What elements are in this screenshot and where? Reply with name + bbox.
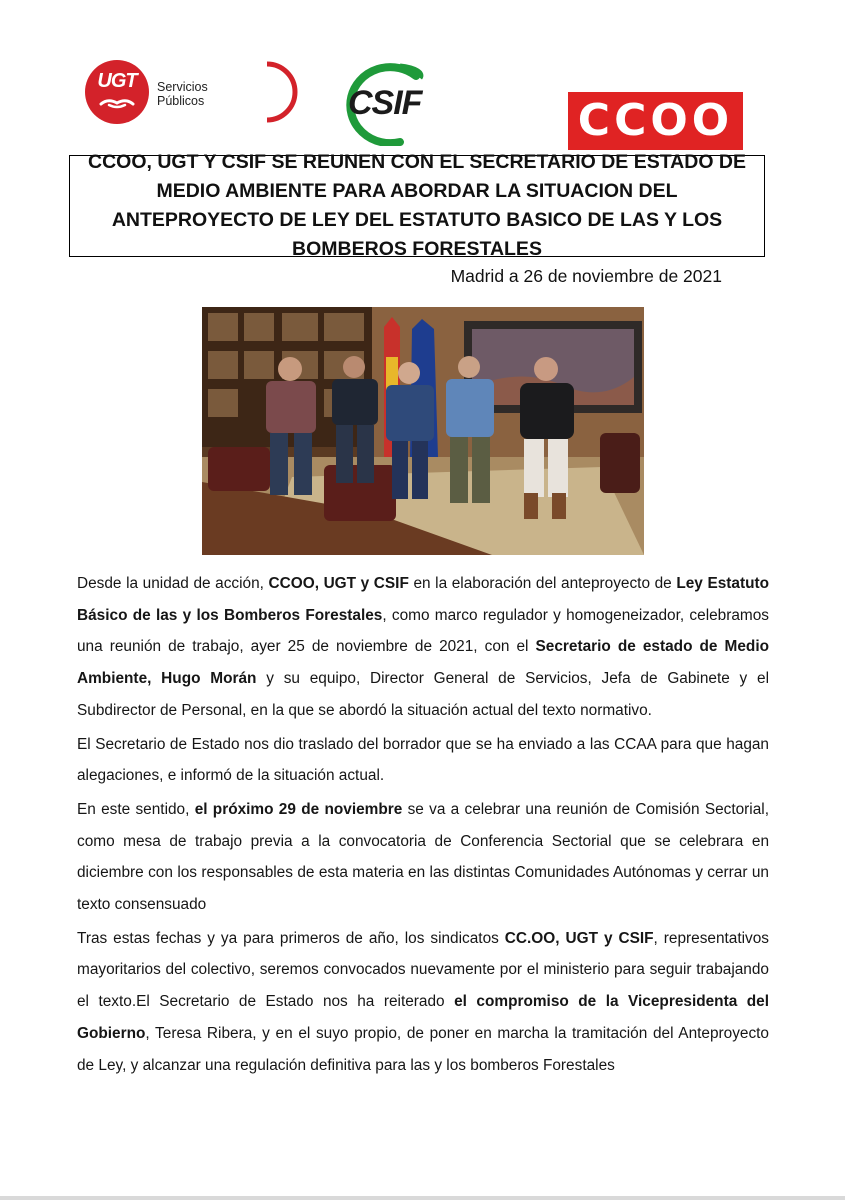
p4-text-c: , representativos mayoritarios del colectivo, seremos convocados nuevamente por el ministerio para seguir trabajando el texto.El Secretario de Estado nos ha reiterado	[77, 929, 769, 1011]
ugt-logo-arc	[263, 60, 309, 124]
csif-logo	[330, 62, 430, 146]
p4-text-e: , Teresa Ribera, y en el suyo propio, de poner en marcha la tramitación del Anteproyecto de Ley, y alcanzar una regulación definitiva para las y los bomberos Forestales	[77, 1024, 769, 1074]
p3-text-a: En este sentido,	[77, 800, 195, 818]
p1-bold-unions: CCOO, UGT y CSIF	[268, 575, 409, 592]
page-bottom-edge	[0, 1196, 845, 1200]
p3-bold-date: el próximo 29 de noviembre	[194, 800, 403, 818]
ugt-logo-letters: UGT	[97, 70, 137, 92]
p1-text-a: Desde la unidad de acción,	[77, 575, 269, 592]
paragraph-1	[77, 568, 769, 727]
csif-logo-text: CSIF	[348, 84, 422, 122]
p1-bold-secretary: Secretario de estado de Medio Ambiente, Hugo Morán	[77, 638, 769, 688]
paragraph-3	[77, 794, 769, 921]
date-line: Madrid a 26 de noviembre de 2021	[450, 266, 722, 286]
p4-bold-commitment: el compromiso de la Vicepresidenta del Gobierno	[77, 993, 769, 1042]
p1-text-g: y su equipo, Director General de Servicios, Jefa de Gabinete y el Subdirector de Personal, en la que se abordó la situación actual del texto normativo.	[77, 670, 770, 719]
ugt-logo	[85, 60, 235, 126]
ugt-logo-subtitle	[157, 80, 208, 108]
ugt-logo-line2: Públicos	[157, 94, 205, 108]
document-title: CCOO, UGT Y CSIF SE REUNEN CON EL SECRETARIO DE ESTADO DE MEDIO AMBIENTE PARA ABORDAR LA SITUACION DEL ANTEPROYECTO DE LEY DEL ESTATUTO BASICO DE LAS Y LOS BOMBEROS FORESTALES	[87, 151, 747, 260]
p4-text-a: Tras estas fechas y ya para primeros de año, los sindicatos	[77, 929, 505, 947]
p1-text-c: en la elaboración del anteproyecto de	[408, 575, 677, 592]
body-text	[77, 568, 769, 1083]
ccoo-logo	[568, 92, 743, 150]
meeting-photo	[202, 307, 644, 555]
p1-text-e: , como marco regulador y homogeneizador, celebramos una reunión de trabajo, ayer 25 de noviembre de 2021, con el	[77, 606, 769, 656]
paragraph-4	[77, 923, 769, 1082]
handshake-icon	[99, 96, 135, 110]
paragraph-2	[77, 729, 769, 792]
ugt-logo-line1: Servicios	[157, 80, 208, 94]
p3-text-c: se va a celebrar una reunión de Comisión Sectorial, como mesa de trabajo previa a la convocatoria de Conferencia Sectorial que se celebrara en diciembre con los responsables de esta materia en las distintas Comunidades Autónomas y cerrar un texto consensuado	[77, 800, 769, 914]
p4-bold-unions: CC.OO, UGT y CSIF	[504, 929, 654, 947]
ccoo-logo-text: CCOO	[577, 95, 734, 146]
title-box	[69, 151, 765, 260]
p2-text-a: El Secretario de Estado nos dio traslado del borrador que se ha enviado a las CCAA para que hagan alegaciones, e informó de la situación actual.	[77, 735, 769, 785]
p1-bold-law: Ley Estatuto Básico de las y los Bomberos Forestales	[77, 575, 770, 624]
